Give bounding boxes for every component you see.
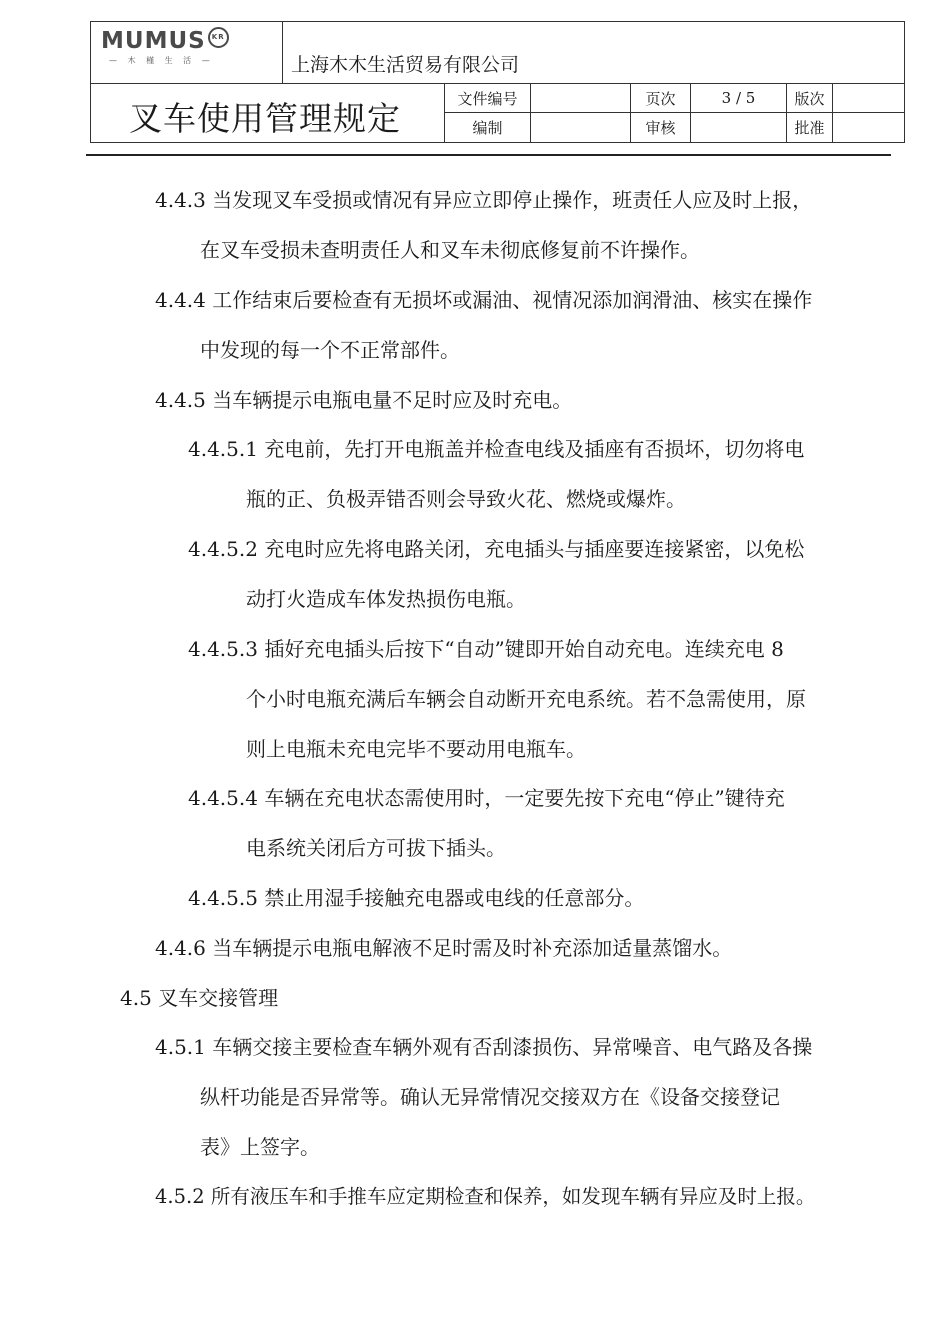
label-reviewed: 审核 — [631, 113, 691, 142]
title-cell — [91, 84, 445, 142]
label-prepared: 编制 — [445, 113, 531, 142]
document-header — [90, 21, 905, 143]
logo-kr-badge-icon: KR — [208, 27, 229, 48]
clause-4-4-5-3-cont2: 则上电瓶未充电完毕不要动用电瓶车。 — [246, 737, 586, 761]
value-page: 3 / 5 — [691, 84, 787, 113]
clause-4-4-3-cont: 在叉车受损未查明责任人和叉车未彻底修复前不许操作。 — [200, 238, 700, 262]
logo-subtitle: — 木 槿 生 活 — — [109, 56, 214, 65]
company-name: 上海木木生活贸易有限公司 — [291, 54, 520, 76]
clause-4-4-4: 4.4.4 工作结束后要检查有无损坏或漏油、视情况添加润滑油、核实在操作 — [155, 288, 813, 312]
label-file-no: 文件编号 — [445, 84, 531, 113]
clause-4-4-5-2-cont: 动打火造成车体发热损伤电瓶。 — [246, 587, 526, 611]
logo-text: MUMUS — [101, 28, 206, 54]
clause-4-5-2: 4.5.2 所有液压车和手推车应定期检查和保养，如发现车辆有异应及时上报。 — [155, 1185, 816, 1208]
clause-4-4-5-5: 4.4.5.5 禁止用湿手接触充电器或电线的任意部分。 — [188, 886, 645, 910]
clause-4-4-5-1: 4.4.5.1 充电前，先打开电瓶盖并检查电线及插座有否损坏，切勿将电 — [188, 437, 805, 461]
clause-4-4-5-3: 4.4.5.3 插好充电插头后按下“自动”键即开始自动充电。连续充电 8 — [188, 637, 784, 661]
clause-4-5-1: 4.5.1 车辆交接主要检查车辆外观有否刮漆损伤、异常噪音、电气路及各操 — [155, 1035, 813, 1059]
value-approved — [833, 113, 904, 142]
clause-4-4-4-cont: 中发现的每一个不正常部件。 — [200, 338, 460, 362]
logo-wordmark — [101, 28, 229, 54]
value-file-no — [531, 84, 631, 113]
company-logo — [101, 28, 229, 66]
value-prepared — [531, 113, 631, 142]
clause-4-4-5-4: 4.4.5.4 车辆在充电状态需使用时，一定要先按下充电“停止”键待充 — [188, 786, 785, 810]
logo-cell — [91, 22, 283, 84]
label-approved: 批准 — [787, 113, 833, 142]
clause-4-4-5: 4.4.5 当车辆提示电瓶电量不足时应及时充电。 — [155, 388, 573, 412]
value-reviewed — [691, 113, 787, 142]
clause-4-4-3: 4.4.3 当发现叉车受损或情况有异应立即停止操作，班责任人应及时上报， — [155, 188, 813, 212]
meta-grid — [445, 84, 904, 142]
clause-4-5-1-cont1: 纵杆功能是否异常等。确认无异常情况交接双方在《设备交接登记 — [200, 1085, 780, 1109]
document-title: 叉车使用管理规定 — [129, 99, 401, 138]
clause-4-4-6: 4.4.6 当车辆提示电瓶电解液不足时需及时补充添加适量蒸馏水。 — [155, 936, 733, 960]
clause-4-4-5-2: 4.4.5.2 充电时应先将电路关闭，充电插头与插座要连接紧密，以免松 — [188, 537, 805, 561]
label-page: 页次 — [631, 84, 691, 113]
clause-4-4-5-1-cont: 瓶的正、负极弄错否则会导致火花、燃烧或爆炸。 — [246, 487, 686, 511]
label-version: 版次 — [787, 84, 833, 113]
clause-4-5-1-cont2: 表》上签字。 — [200, 1135, 320, 1159]
company-cell — [283, 22, 904, 84]
section-4-5-heading: 4.5 叉车交接管理 — [120, 986, 279, 1010]
clause-4-4-5-4-cont: 电系统关闭后方可拔下插头。 — [246, 836, 506, 860]
clause-4-4-5-3-cont1: 个小时电瓶充满后车辆会自动断开充电系统。若不急需使用，原 — [246, 687, 806, 711]
header-divider — [86, 154, 891, 156]
value-version — [833, 84, 904, 113]
